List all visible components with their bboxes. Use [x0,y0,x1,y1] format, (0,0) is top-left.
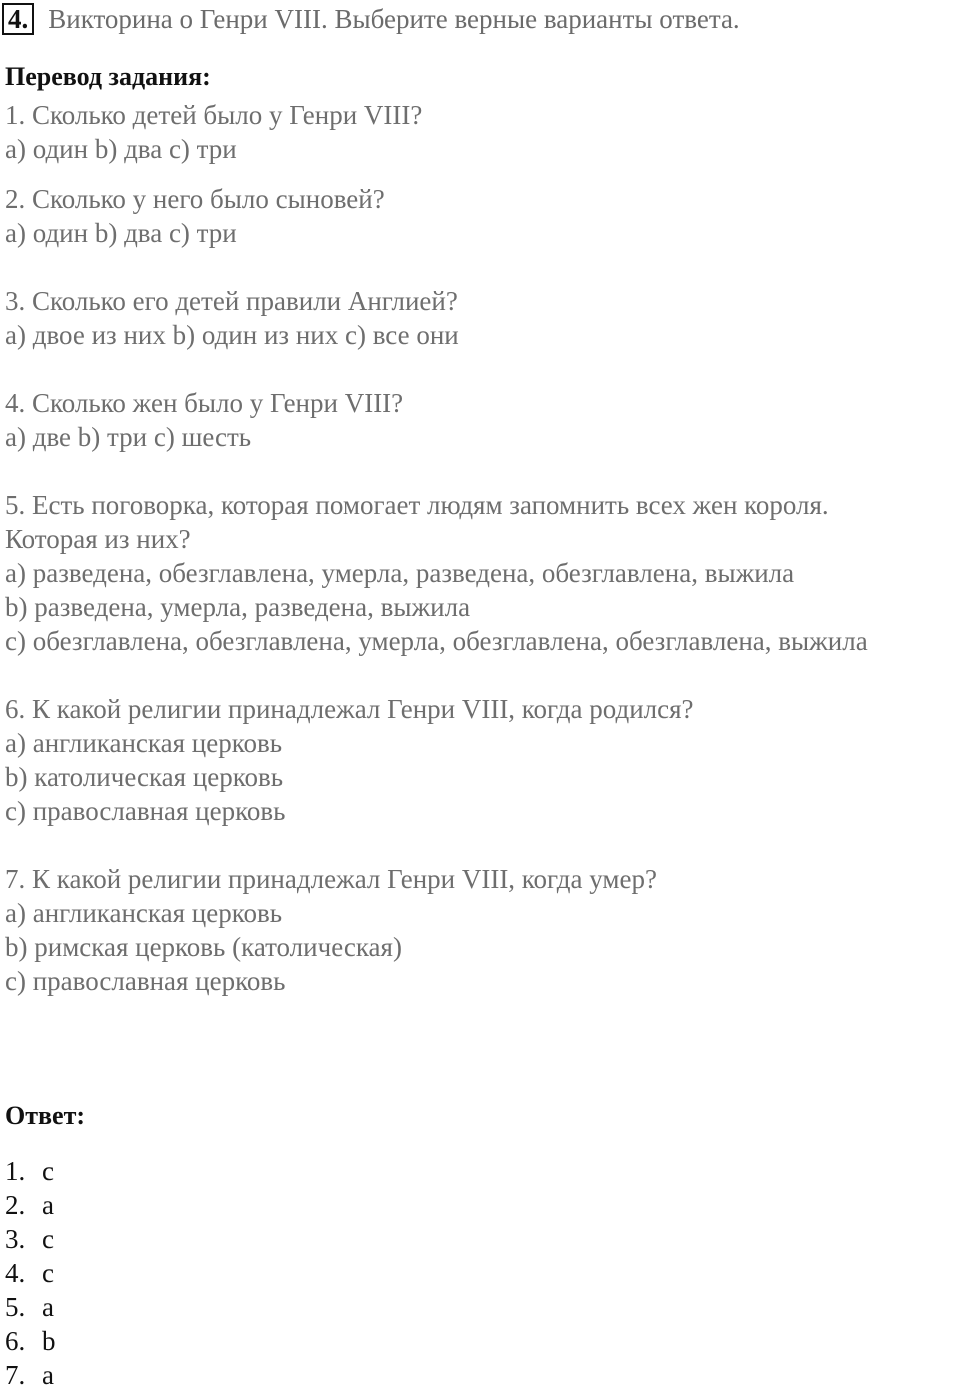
answer-number: 6. [5,1326,26,1356]
answer-number: 7. [5,1360,26,1390]
answer-value: a [42,1292,54,1322]
answer-row [5,1256,56,1290]
question-text: 6. К какой религии принадлежал Генри VIII, когда родился? [5,694,694,724]
question-text: 5. Есть поговорка, которая помогает людям запомнить всех жен короля. [5,490,829,520]
answer-value: a [42,1190,54,1220]
question-6 [5,692,960,828]
translation-title: Перевод задания: [5,62,211,91]
answer-list [5,1154,56,1392]
answer-number: 1. [5,1156,26,1186]
answer-title: Ответ: [5,1101,86,1130]
answer-row [5,1188,56,1222]
question-option-c: c) православная церковь [5,796,286,826]
answer-value: c [42,1258,54,1288]
question-5 [5,488,960,658]
answer-row [5,1290,56,1324]
answer-number: 5. [5,1292,26,1322]
question-4 [5,386,960,454]
question-option-b: b) католическая церковь [5,762,284,792]
question-option-a: а) англиканская церковь [5,728,283,758]
answer-value: b [42,1326,56,1356]
answer-value: a [42,1360,54,1390]
answer-value: c [42,1224,54,1254]
question-options: а) один b) два c) три [5,134,237,164]
question-text: 7. К какой религии принадлежал Генри VIII, когда умер? [5,864,657,894]
question-3 [5,284,960,352]
question-text: 3. Сколько его детей правили Англией? [5,286,458,316]
question-option-c: c) обезглавлена, обезглавлена, умерла, обезглавлена, обезглавлена, выжила [5,626,868,656]
task-text: Викторина о Генри VIII. Выберите верные варианты ответа. [48,3,740,34]
answer-number: 2. [5,1190,26,1220]
answer-row [5,1324,56,1358]
question-option-b: b) римская церковь (католическая) [5,932,402,962]
answer-row [5,1222,56,1256]
question-7 [5,862,960,998]
question-option-c: c) православная церковь [5,966,286,996]
question-2 [5,182,960,250]
question-text-continued: Которая из них? [5,524,191,554]
question-text: 1. Сколько детей было у Генри VIII? [5,100,423,130]
question-options: а) двое из них b) один из них c) все они [5,320,459,350]
task-number-badge: 4. [2,3,34,35]
question-options: а) две b) три c) шесть [5,422,252,452]
question-options: а) один b) два c) три [5,218,237,248]
question-text: 2. Сколько у него было сыновей? [5,184,385,214]
question-option-a: а) разведена, обезглавлена, умерла, разведена, обезглавлена, выжила [5,558,795,588]
answer-value: c [42,1156,54,1186]
question-1 [5,98,960,166]
answer-row [5,1154,56,1188]
task-header [0,2,740,36]
question-option-a: а) англиканская церковь [5,898,283,928]
answer-number: 4. [5,1258,26,1288]
question-text: 4. Сколько жен было у Генри VIII? [5,388,404,418]
answer-number: 3. [5,1224,26,1254]
question-option-b: b) разведена, умерла, разведена, выжила [5,592,471,622]
